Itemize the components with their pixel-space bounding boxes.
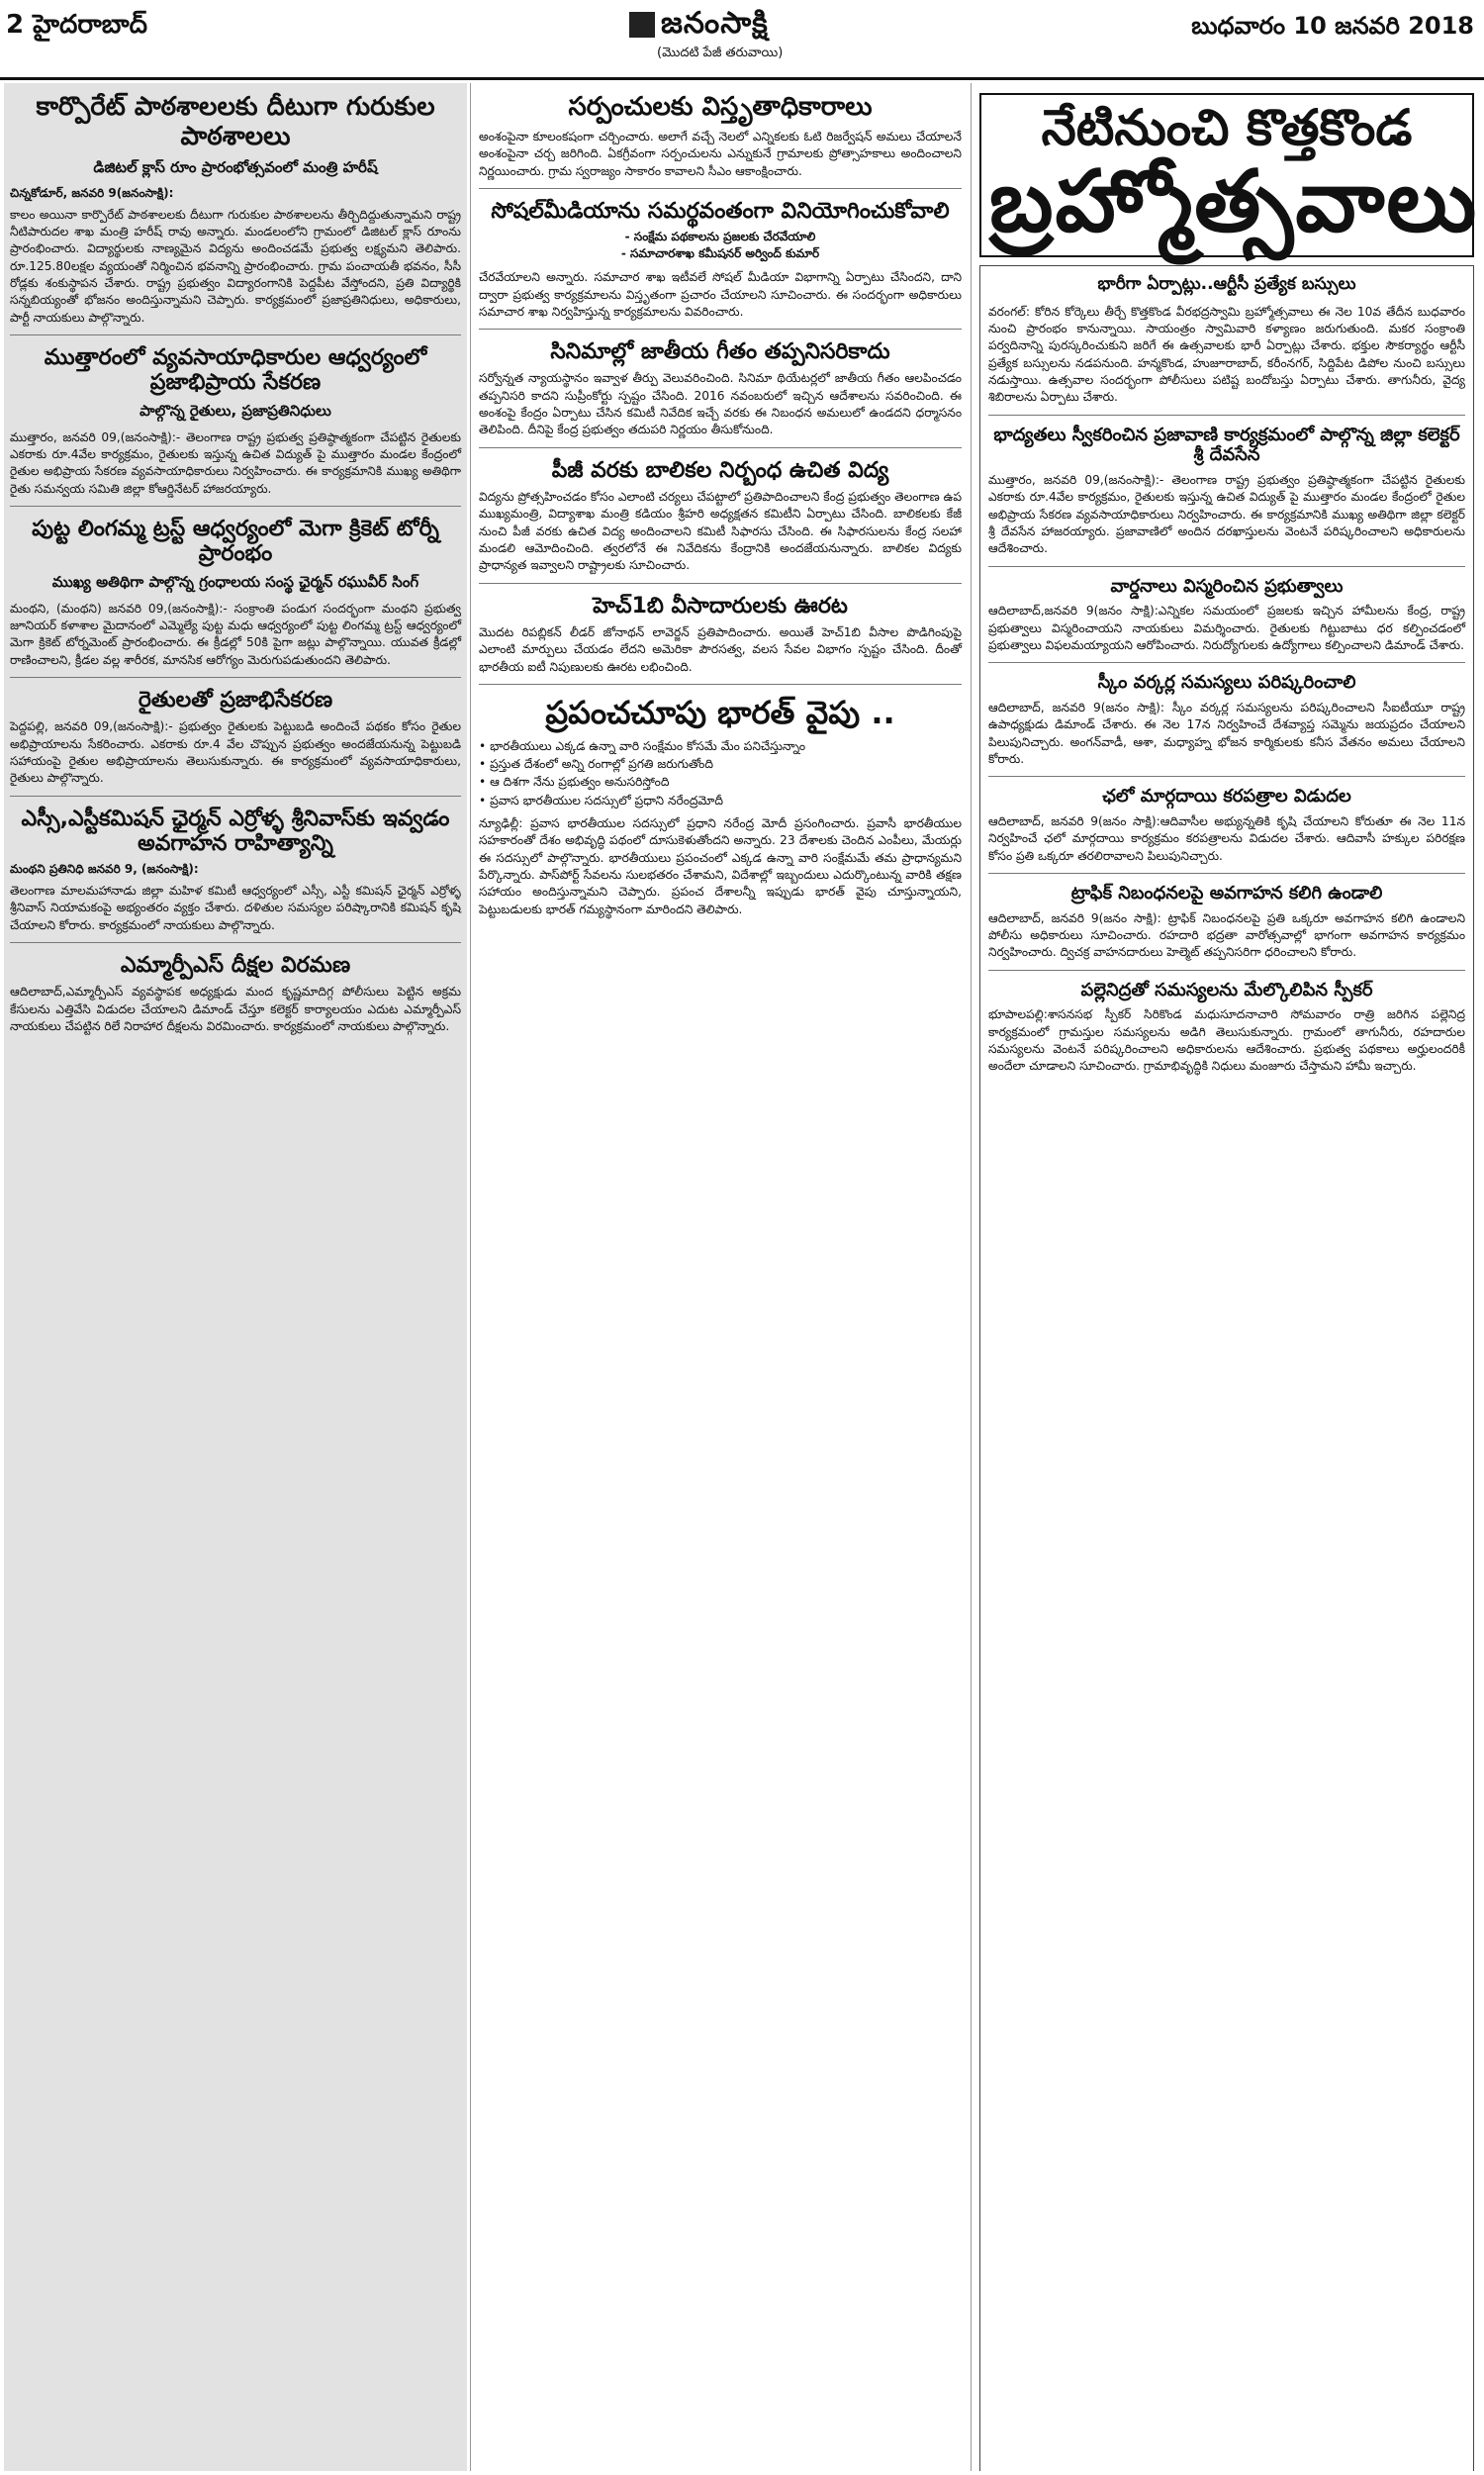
left-article-1-title: కార్పొరేట్ పాఠశాలలకు దీటుగా గురుకుల పాఠశాలలు [36,92,435,151]
divider [479,684,962,685]
left-article-6-title: ఎమ్మార్పీఎస్ దీక్షల విరమణ [120,953,351,979]
right-article-1-body: వరంగల్: కోరిన కోర్కెలు తీర్చే కొత్తకొండ వీరభద్రస్వామి బ్రహ్మోత్సవాలు ఈ నెల 10వ తేదీన బుధవారం నుంచి ప్రారంభం కానున్నాయి. సాయంత్రం స్వామివారి కళ్యాణం జరుగుతుంది. మకర సంక్రాంతి పర్వదినాన్ని పురస్కరించుకుని జరిగే ఈ ఉత్సవాలకు భారీ ఏర్పాట్లు చేశారు. భక్తుల సౌకర్యార్థం ఆర్టీసీ ప్రత్యేక బస్సులను నడపనుంది. హన్మకొండ, హుజూరాబాద్, కరీంనగర్, సిద్దిపేట డిపోల నుంచి బస్సులు నడుస్తాయి. ఉత్సవాల సందర్భంగా పోలీసులు పటిష్ట బందోబస్తు ఏర్పాటు చేశారు. తాగునీరు, వైద్య శిబిరాలను ఏర్పాటు చేశారు. [988,304,1465,405]
left-article-3-body: మంథని, (మంథని) జనవరి 09,(జనంసాక్షి):- సంక్రాంతి పండుగ సందర్భంగా మంథని ప్రభుత్వ జూనియర్ కళాశాల మైదానంలో ఎమ్మెల్యే పుట్ట మధు ఆధ్వర్యంలో పుట్ట లింగమ్మ ట్రస్ట్ ఆధ్వర్యంలో మెగా క్రికెట్ టోర్నమెంట్ ప్రారంభించారు. ఈ క్రీడల్లో 50కి పైగా జట్లు పాల్గొన్నాయి. యువత క్రీడల్లో రాణించాలని, క్రీడల వల్ల శారీరక, మానసిక ఆరోగ్యం మెరుగుపడుతుందని తెలిపారు. [10,601,461,667]
divider [479,329,962,330]
mid-article-3-body: సర్వోన్నత న్యాయస్థానం ఇవ్వాళ తీర్పు వెలువరించింది. సినిమా థియేటర్లలో జాతీయ గీతం ఆలపించడం తప్పనిసరి కాదని సుప్రీంకోర్టు స్పష్టం చేసింది. 2016 నవంబరులో ఇచ్చిన ఆదేశాలను సవరించింది. ఈ అంశంపై కేంద్రం ఏర్పాటు చేసిన కమిటీ నివేదిక ఇచ్చే వరకు ఈ నిబంధన అమలులో ఉండదని ధర్మాసనం తెలిపింది. దీనిపై కేంద్ర ప్రభుత్వం తదుపరి నిర్ణయం తీసుకోనుంది. [479,371,962,437]
left-article-1-subtitle: డిజిటల్ క్లాస్ రూం ప్రారంభోత్సవంలో మంత్రి హరీష్ [93,157,378,176]
mid-article-5-title: హెచ్1బి వీసాదారులకు ఊరట [593,593,848,619]
mid-article-6-title: ప్రపంచచూపు భారత్ వైపు .. [545,693,895,731]
left-article-2-body: ముత్తారం, జనవరి 09,(జనంసాక్షి):- తెలంగాణ రాష్ట్ర ప్రభుత్వ ప్రతిష్ఠాత్మకంగా చేపట్టిన రైతులకు ఎకరాకు రూ.4వేల కార్యక్రమం, రైతులకు ఇస్తున్న ఉచిత విద్యుత్ పై ముత్తారం మండల కేంద్రంలో రైతుల అభిప్రాయ సేకరణ వ్యవసాయాధికారులు నిర్వహించారు. ఈ కార్యక్రమానికి ముఖ్య అతిథిగా రైతు సమన్వయ సమితి జిల్లా కోఆర్డినేటర్ హాజరయ్యారు. [10,429,461,496]
newspaper-logo [629,6,769,48]
divider [10,506,461,507]
column-divider [971,83,972,2471]
divider [479,583,962,584]
right-lead-headline-box [979,93,1479,257]
divider [479,188,962,189]
right-article-6-body: ఆదిలాబాద్, జనవరి 9(జనం సాక్షి): ట్రాఫిక్ నిబంధనలపై ప్రతి ఒక్కరూ అవగాహన కలిగి ఉండాలని పోలీసు అధికారులు సూచించారు. రహదారి భద్రతా వారోత్సవాల్లో భాగంగా అవగాహన కార్యక్రమం నిర్వహించారు. ద్విచక్ర వాహనదారులు హెల్మెట్ తప్పనిసరిగా ధరించాలని కోరారు. [988,910,1465,960]
mid-article-1-body: అంశంపైనా కూలంకషంగా చర్చించారు. అలాగే వచ్చే నెలలో ఎన్నికలకు ఓటి రిజర్వేషన్ అమలు చేయాలనే అంశంపైనా చర్చ జరిగింది. ఏకగ్రీవంగా సర్పంచులను ఎన్నుకునే గ్రామాలకు ప్రోత్సాహకాలు అందించాలని నిర్ణయించారు. గ్రామ స్వరాజ్యం సాకారం కావాలని సీఎం ఆకాంక్షించారు. [479,129,962,178]
right-article-2-body: ముత్తారం, జనవరి 09,(జనంసాక్షి):- తెలంగాణ రాష్ట్ర ప్రభుత్వం ప్రతిష్ఠాత్మకంగా చేపట్టిన రైతులకు ఎకరాకు రూ.4వేల కార్యక్రమం, రైతులకు ఇస్తున్న ఉచిత విద్యుత్ పై ముత్తారం మండల కేంద్రంలో రైతుల అభిప్రాయ సేకరణ వ్యవసాయాధికారులు నిర్వహించారు. ఈ కార్యక్రమానికి ముఖ్య అతిథిగా జిల్లా కలెక్టర్ శ్రీ దేవసేన హాజరయ్యారు. ప్రజావాణిలో అందిన దరఖాస్తులను వెంటనే పరిష్కరించాలని అధికారులను ఆదేశించారు. [988,472,1465,556]
edition-note: (మొదటి పేజీ తరువాయి) [657,46,784,60]
divider [988,566,1465,567]
right-article-5-body: ఆదిలాబాద్, జనవరి 9(జనం సాక్షి):ఆదివాసీల అభ్యున్నతికి కృషి చేయాలని కోరుతూ ఈ నెల 11న నిర్వహించే ఛలో మార్గదాయి కార్యక్రమం కరపత్రాలను విడుదల చేశారు. ఆదివాసీ హక్కుల పరిరక్షణ కోసం ప్రతి ఒక్కరూ తరలిరావాలని పిలుపునిచ్చారు. [988,813,1465,863]
mid-article-3-title: సినిమాల్లో జాతీయ గీతం తప్పనిసరికాదు [550,339,890,365]
bullet-item: • ఆ దిశగా నేను ప్రభుత్వం అనుసరిస్తోంది [479,773,962,791]
left-article-5-title: ఎస్సీ,ఎస్టీకమిషన్ ఛైర్మన్ ఎర్రోళ్ళ శ్రీనివాస్‌కు ఇవ్వడం అవగాహన రాహిత్యాన్ని [21,806,450,856]
left-column [4,83,467,2471]
mid-article-4-title: పీజీ వరకు బాలికల నిర్బంధ ఉచిత విద్య [551,457,889,483]
masthead [0,0,1484,79]
divider [10,334,461,335]
right-article-6-title: ట్రాఫిక్ నిబంధనలపై అవగాహన కలిగి ఉండాలి [1070,882,1383,904]
middle-column [473,83,968,2471]
divider [988,415,1465,416]
right-lead-headline-line2: బ్రహ్మోత్సవాలు [989,152,1479,251]
left-article-5-byline: మంథని ప్రతినిధి జనవరి 9, (జనంసాక్షి): [10,862,199,877]
column-divider [470,83,471,2471]
mid-article-2-title: సోషల్‌మీడియాను సమర్థవంతంగా వినియోగించుకోవాలి [491,198,950,224]
left-article-3-subtitle: ముఖ్య అతిథిగా పాల్గొన్న గ్రంధాలయ సంస్థ ఛైర్మన్ రఘువీర్ సింగ్ [51,572,419,591]
right-articles-box [979,265,1474,2471]
mid-article-2-body: చేరవేయాలని అన్నారు. సమాచార శాఖ ఇటీవలే సోషల్ మీడియా విభాగాన్ని ఏర్పాటు చేసిందని, దాని ద్వారా ప్రభుత్వ కార్యక్రమాలను విస్తృతంగా ప్రచారం చేయాలని సూచించారు. ఈ సందర్భంగా అధికారులు సమాచార శాఖ నిర్వహిస్తున్న కార్యక్రమాలను వివరించారు. [479,270,962,319]
left-article-6-body: ఆదిలాబాద్,ఎమ్మార్పీఎస్ వ్యవస్థాపక అధ్యక్షుడు మంద కృష్ణమాదిగ్గ పోలీసులు పెట్టిన అక్రమ కేసులను ఎత్తివేసి విడుదల చేయాలని డిమాండ్ చేస్తూ కలెక్టర్ కార్యాలయం ఎదుట ఎమ్మార్పీఎస్ నాయకులు చేపట్టిన రిలే నిరాహార దీక్షలను విరమించారు. కార్యక్రమంలో నాయకులు పాల్గొన్నారు. [10,985,461,1034]
divider [479,447,962,448]
mid-article-2-subtitle: - సంక్షేమ పథకాలను ప్రజలకు చేరవేయాలి - సమాచారశాఖ కమీషనర్ అర్వింద్ కుమార్ [620,230,820,261]
bullet-item: • భారతీయులు ఎక్కడ ఉన్నా వారి సంక్షేమం కోసమే మేం పనిచేస్తున్నాం [479,737,962,755]
divider [988,776,1465,777]
logo-emblem-icon [629,12,655,38]
page-number-city: 2 హైదరాబాద్ [6,10,147,40]
logo-text: జనంసాక్షి [661,6,769,41]
right-article-7-body: భూపాలపల్లి:శాసనసభ స్పీకర్ సిరికొండ మధుసూదనాచారి సోమవారం రాత్రి జరిగిన పల్లెనిద్ర కార్యక్రమంలో గ్రామస్తుల సమస్యలను అడిగి తెలుసుకున్నారు. గ్రామంలో తాగునీరు, రహదారుల సమస్యలను వెంటనే పరిష్కరించాలని అధికారులను ఆదేశించారు. ప్రభుత్వ పథకాలు అర్హులందరికీ అందేలా చూడాలని సూచించారు. గ్రామాభివృద్ధికి నిధులు మంజూరు చేస్తామని హామీ ఇచ్చారు. [988,1007,1465,1074]
mid-article-4-body: విద్యను ప్రోత్సహించడం కోసం ఎలాంటి చర్యలు చేపట్టాలో ప్రతిపాదించాలని కేంద్ర ప్రభుత్వం తెలంగాణ ఉప ముఖ్యమంత్రి, విద్యాశాఖ మంత్రి కడియం శ్రీహరి అధ్యక్షతన కమిటీని ఏర్పాటు చేసింది. బాలికలకు కేజీ నుంచి పీజీ వరకు ఉచిత విద్య అందించాలని కమిటీ సిఫారసు చేసింది. ఈ సిఫారసులను కేంద్ర సలహా మండలి ఆమోదించింది. త్వరలోనే ఈ నివేదికను కేంద్రానికి అందజేయనున్నారు. బాలికల విద్యకు ప్రాధాన్యత ఇవ్వాలని రాష్ట్రాలకు సూచించారు. [479,490,962,573]
left-article-4-body: పెద్దపల్లి, జనవరి 09,(జనంసాక్షి):- ప్రభుత్వం రైతులకు పెట్టుబడి అందించే పథకం కోసం రైతుల అభిప్రాయాలను సేకరించారు. ఎకరాకు రూ.4 వేల చొప్పున ప్రభుత్వం అందజేయనున్న పెట్టుబడి సహాయంపై రైతుల అభిప్రాయాలను తెలుసుకున్నారు. ఈ కార్యక్రమంలో వ్యవసాయాధికారులు, రైతులు పాల్గొన్నారు. [10,719,461,786]
issue-date: బుధవారం 10 జనవరి 2018 [1191,12,1474,40]
left-article-1-body: కాలం అయినా కార్పొరేట్ పాఠశాలలకు దీటుగా గురుకుల పాఠశాలలను తీర్చిదిద్దుతున్నామని రాష్ట్ర నీటిపారుదల శాఖ మంత్రి హరీష్ రావు అన్నారు. మండలంలోని గ్రామంలో డిజిటల్ క్లాస్ రూంను ప్రారంభించారు. విద్యార్థులకు నాణ్యమైన విద్యను అందించడమే ప్రభుత్వ లక్ష్యమని తెలిపారు. రూ.125.80లక్షల వ్యయంతో నిర్మించిన భవనాన్ని ప్రారంభించారు. గ్రామ పంచాయతీ భవనం, సీసీ రోడ్లకు శంకుస్థాపన చేశారు. రాష్ట్ర ప్రభుత్వం విద్యారంగానికి పెద్దపీట వేస్తోందని, ప్రతి విద్యార్థికి సన్నబియ్యంతో భోజనం అందిస్తున్నామని చెప్పారు. కార్యక్రమంలో ప్రజాప్రతినిధులు, అధికారులు, పార్టీ నాయకులు పాల్గొన్నారు. [10,207,461,325]
masthead-rule [0,77,1484,80]
divider [988,970,1465,971]
left-article-2-subtitle: పాల్గొన్న రైతులు, ప్రజాప్రతినిధులు [139,401,331,420]
left-article-2-title: ముత్తారంలో వ్యవసాయాధికారుల ఆధ్వర్యంలో ప్రజాభిప్రాయ సేకరణ [44,345,427,396]
mid-article-1-title: సర్పంచులకు విస్తృతాధికారాలు [568,92,873,122]
left-article-3-title: పుట్ట లింగమ్మ ట్రస్ట్ ఆధ్వర్యంలో మెగా క్రికెట్ టోర్నీ ప్రారంభం [32,516,439,567]
divider [10,796,461,797]
right-article-4-title: స్కీం వర్కర్ల సమస్యలు పరిష్కరించాలి [1097,672,1356,694]
bullet-item: • ప్రవాస భారతీయుల సదస్సులో ప్రధాని నరేంద్రమోదీ [479,792,962,809]
right-article-4-body: ఆదిలాబాద్, జనవరి 9(జనం సాక్షి): స్కీం వర్కర్ల సమస్యలను పరిష్కరించాలని సీఐటీయూ రాష్ట్ర ఉపాధ్యక్షుడు డిమాండ్ చేశారు. ఈ నెల 17న నిర్వహించే దేశవ్యాప్త సమ్మెను జయప్రదం చేయాలని పిలుపునిచ్చారు. అంగన్‌వాడీ, ఆశా, మధ్యాహ్న భోజన కార్మికులకు కనీస వేతనం అమలు చేయాలని కోరారు. [988,700,1465,766]
left-article-5-body: తెలంగాణ మాలమహానాడు జిల్లా మహిళ కమిటీ ఆధ్వర్యంలో ఎస్సీ, ఎస్టీ కమిషన్ ఛైర్మన్ ఎర్రోళ్ళ శ్రీనివాస్ నియామకంపై అభ్యంతరం వ్యక్తం చేశారు. దళితుల సమస్యల పరిష్కారానికి కమిషన్ కృషి చేయాలని కోరారు. కార్యక్రమంలో నాయకులు పాల్గొన్నారు. [10,884,461,932]
divider [10,942,461,943]
right-column [974,83,1480,2471]
right-article-2-title: భాద్యతలు స్వీకరించిన ప్రజావాణి కార్యక్రమంలో పాల్గొన్న జిల్లా కలెక్టర్ శ్రీ దేవసేన [993,424,1460,466]
right-article-5-title: ఛలో మార్గదాయి కరపత్రాల విడుదల [1102,786,1351,808]
divider [10,677,461,678]
right-article-7-title: పల్లెనిద్రతో సమస్యలను మేల్కొలిపిన స్పీకర్ [1080,979,1373,1000]
divider [988,662,1465,663]
right-article-3-title: వార్డనాలు విస్మరించిన ప్రభుత్వాలు [1110,575,1344,597]
left-article-1-byline: చిన్నకోడూర్, జనవరి 9(జనంసాక్షి): [10,185,174,200]
mid-article-6-body: న్యూఢిల్లీ: ప్రవాస భారతీయుల సదస్సులో ప్రధాని నరేంద్ర మోదీ ప్రసంగించారు. ప్రవాసీ భారతీయుల సహకారంతో దేశం అభివృద్ధి పథంలో దూసుకెళుతోందని అన్నారు. 23 దేశాలకు చెందిన ఎంపీలు, మేయర్లు ఈ సదస్సులో పాల్గొన్నారు. భారతీయులు ప్రపంచంలో ఎక్కడ ఉన్నా వారి సంక్షేమమే తమ ప్రాధాన్యమని పేర్కొన్నారు. పాస్‌పోర్ట్ సేవలను సులభతరం చేశామని, విదేశాల్లో ఇబ్బందులు ఎదుర్కొంటున్న వారికి తక్షణ సహాయం అందిస్తున్నామని చెప్పారు. ప్రపంచ దేశాలన్నీ ఇప్పుడు భారత్ వైపు చూస్తున్నాయని, పెట్టుబడులకు భారత్ గమ్యస్థానంగా మారిందని తెలిపారు. [479,815,962,916]
right-article-3-body: ఆదిలాబాద్,జనవరి 9(జనం సాక్షి):ఎన్నికల సమయంలో ప్రజలకు ఇచ్చిన హామీలను కేంద్ర, రాష్ట్ర ప్రభుత్వాలు విస్మరించాయని నాయకులు విమర్శించారు. రైతులకు గిట్టుబాటు ధర కల్పించడంలో ప్రభుత్వాలు విఫలమయ్యాయని ఆరోపించారు. నిరుద్యోగులకు ఉద్యోగాలు కల్పించాలని డిమాండ్ చేశారు. [988,604,1465,652]
right-article-1-subtitle: భారీగా ఏర్పాట్లు..ఆర్టీసీ ప్రత్యేక బస్సులు [1097,273,1356,294]
mid-article-5-body: మొదట రిపబ్లికన్ లీడర్ జోనాథన్ లావెర్జన్ ప్రతిపాదించారు. అయితే హెచ్1బి వీసాల పొడిగింపుపై ఎలాంటి మార్పులు చేయడం లేదని అమెరికా పౌరసత్వ, వలస సేవల విభాగం స్పష్టం చేసింది. దీంతో భారతీయ ఐటీ నిపుణులకు ఊరట లభించింది. [479,625,962,674]
left-article-4-title: రైతులతో ప్రజాభిసేకరణ [138,687,333,713]
divider [988,873,1465,874]
right-lead-headline-line1: నేటినుంచి కొత్తకొండ [1041,99,1413,156]
mid-article-6-bullets [479,737,962,809]
bullet-item: • ప్రస్తుత దేశంలో అన్ని రంగాల్లో ప్రగతి జరుగుతోంది [479,755,962,773]
